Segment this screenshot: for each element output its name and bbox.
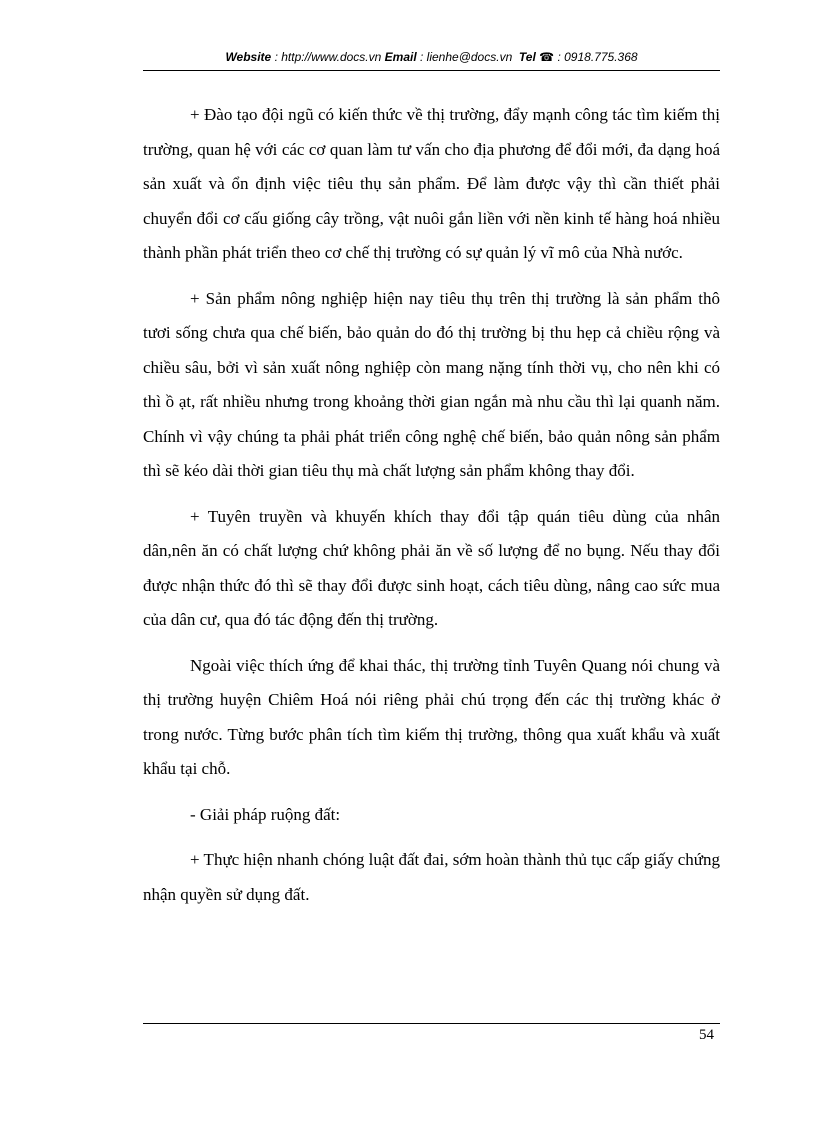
website-label: Website bbox=[225, 50, 272, 64]
document-body bbox=[143, 98, 720, 923]
header-divider bbox=[143, 70, 720, 71]
footer-divider bbox=[143, 1023, 720, 1024]
page-number: 54 bbox=[699, 1027, 714, 1043]
paragraph-market-training: + Đào tạo đội ngũ có kiến thức về thị trường, đẩy mạnh công tác tìm kiếm thị trường, quan hệ với các cơ quan làm tư vấn cho địa phương để đổi mới, đa dạng hoá sản xuất và ổn định việc tiêu thụ sản phẩm. Để làm được vậy thì cần thiết phải chuyển đổi cơ cấu giống cây trồng, vật nuôi gắn liền với nền kinh tế hàng hoá nhiều thành phần phát triển theo cơ chế thị trường có sự quản lý vĩ mô của Nhà nước. bbox=[143, 105, 720, 262]
paragraph-agricultural-products: + Sản phẩm nông nghiệp hiện nay tiêu thụ trên thị trường là sản phẩm thô tươi sống chưa qua chế biến, bảo quản do đó thị trường bị thu hẹp cả chiều rộng và chiều sâu, bởi vì sản xuất nông nghiệp còn mang nặng tính thời vụ, cho nên khi có thì ồ ạt, rất nhiều nhưng trong khoảng thời gian ngắn mà nhu cầu thì lại quanh năm. Chính vì vậy chúng ta phải phát triển công nghệ chế biến, bảo quản nông sản phẩm thì sẽ kéo dài thời gian tiêu thụ mà chất lượng sản phẩm không thay đổi. bbox=[143, 288, 720, 480]
paragraph-consumption-habits: + Tuyên truyền và khuyến khích thay đổi tập quán tiêu dùng của nhân dân,nên ăn có chất lượng chứ không phải ăn về số lượng để no bụng. Nếu thay đổi được nhận thức đó thì sẽ thay đổi được sinh hoạt, cách tiêu dùng, nâng cao sức mua của dân cư, qua đó tác động đến thị trường. bbox=[143, 506, 720, 629]
page-header bbox=[143, 50, 720, 64]
paragraph-provincial-market: Ngoài việc thích ứng để khai thác, thị trường tỉnh Tuyên Quang nói chung và thị trường huyện Chiêm Hoá nói riêng phải chú trọng đến các thị trường khác ở trong nước. Từng bước phân tích tìm kiếm thị trường, thông qua xuất khẩu và xuất khẩu tại chỗ. bbox=[143, 655, 720, 778]
phone-icon: ☎ bbox=[539, 50, 555, 64]
email-address[interactable]: lienhe@docs.vn bbox=[426, 50, 513, 64]
paragraph-land-law: + Thực hiện nhanh chóng luật đất đai, sớm hoàn thành thủ tục cấp giấy chứng nhận quyền sử dụng đất. bbox=[143, 850, 720, 904]
tel-label: Tel bbox=[518, 50, 536, 64]
email-separator: : bbox=[416, 50, 427, 64]
section-heading-land-solution: - Giải pháp ruộng đất: bbox=[190, 804, 341, 824]
phone-number: : 0918.775.368 bbox=[557, 50, 638, 64]
email-label: Email bbox=[384, 50, 417, 64]
website-url[interactable]: http://www.docs.vn bbox=[281, 50, 382, 64]
website-separator: : bbox=[271, 50, 282, 64]
